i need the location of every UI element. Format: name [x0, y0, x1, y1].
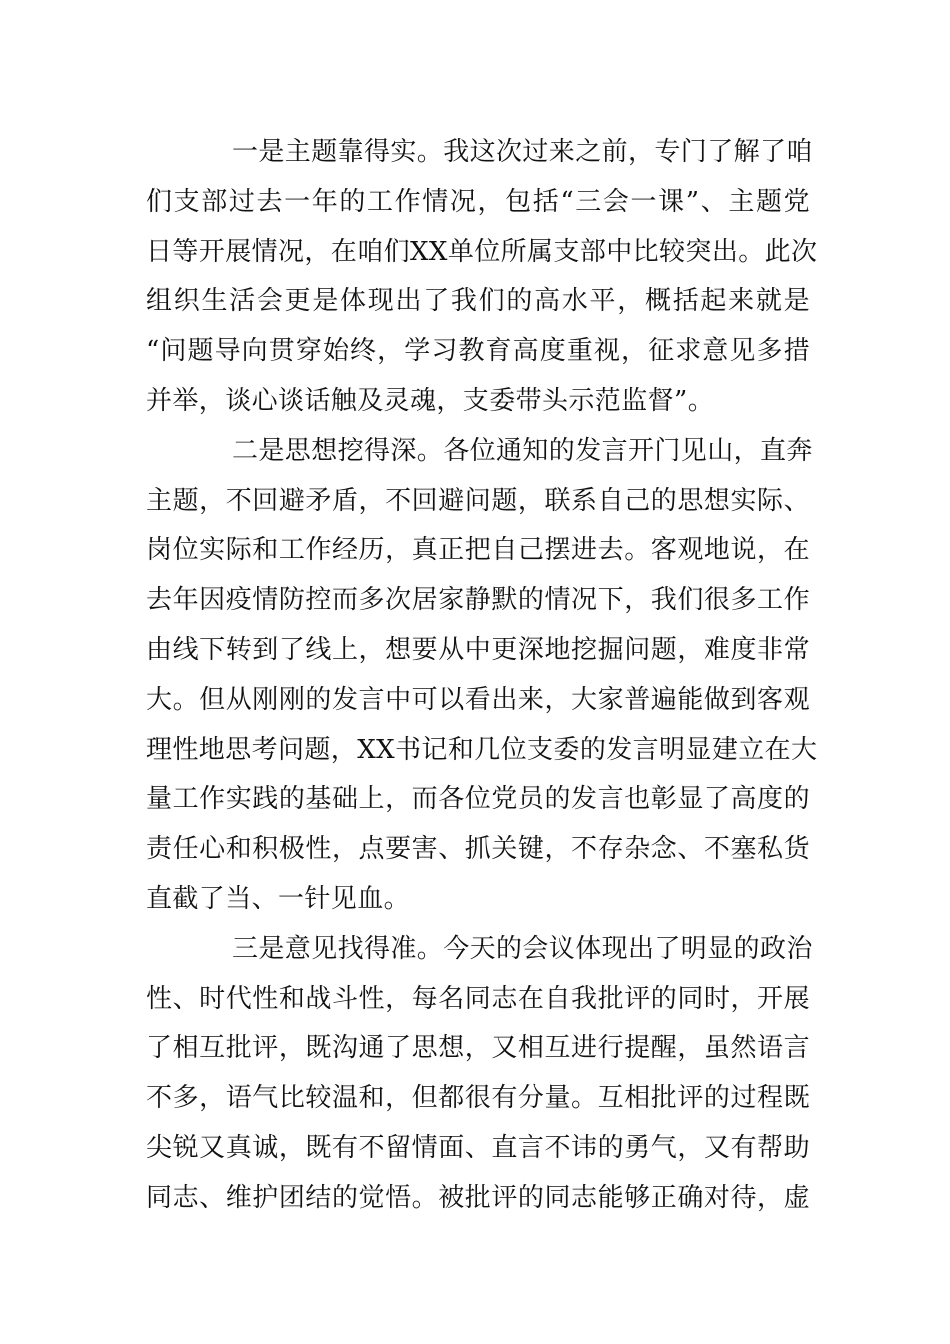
- text-line: 了相互批评，既沟通了思想，又相互进行提醒，虽然语言: [146, 1033, 810, 1064]
- text-line: 直截了当、一针见血。: [146, 883, 411, 914]
- text-line: 同志、维护团结的觉悟。被批评的同志能够正确对待，虚: [146, 1182, 810, 1213]
- text-line: 不多，语气比较温和，但都很有分量。互相批评的过程既: [146, 1083, 810, 1114]
- paragraph-1: [146, 128, 818, 427]
- paragraph-3: [146, 925, 813, 1224]
- text-line: “问题导向贯穿始终，学习教育高度重视，征求意见多措: [146, 336, 810, 367]
- text-line: 组织生活会更是体现出了我们的高水平，概括起来就是: [146, 286, 810, 317]
- text-line: 去年因疫情防控而多次居家静默的情况下，我们很多工作: [146, 585, 810, 616]
- text-line: 量工作实践的基础上，而各位党员的发言也彰显了高度的: [146, 784, 810, 815]
- text-line: 岗位实际和工作经历，真正把自己摆进去。客观地说，在: [146, 535, 810, 566]
- text-line: 理性地思考问题，XX书记和几位支委的发言明显建立在大: [146, 734, 818, 765]
- text-line: 由线下转到了线上，想要从中更深地挖掘问题，难度非常: [146, 634, 810, 665]
- text-line: 一是主题靠得实。我这次过来之前，专门了解了咱: [232, 137, 813, 167]
- text-line: 并举，谈心谈话触及灵魂，支委带头示范监督”。: [146, 385, 715, 416]
- document-body: [146, 128, 818, 1224]
- text-line: 主题，不回避矛盾，不回避问题，联系自己的思想实际、: [146, 485, 810, 516]
- text-line: 们支部过去一年的工作情况，包括“三会一课”、主题党: [146, 186, 810, 217]
- text-line: 责任心和积极性，点要害、抓关键，不存杂念、不塞私货: [146, 834, 810, 865]
- text-line: 日等开展情况，在咱们XX单位所属支部中比较突出。此次: [146, 236, 818, 267]
- text-line: 性、时代性和战斗性，每名同志在自我批评的同时，开展: [146, 983, 810, 1014]
- text-line: 三是意见找得准。今天的会议体现出了明显的政治: [232, 933, 813, 964]
- paragraph-2: [146, 427, 818, 925]
- text-line: 尖锐又真诚，既有不留情面、直言不讳的勇气，又有帮助: [146, 1132, 810, 1163]
- text-line: 二是思想挖得深。各位通知的发言开门见山，直奔: [232, 435, 813, 466]
- text-line: 大。但从刚刚的发言中可以看出来，大家普遍能做到客观: [146, 684, 810, 715]
